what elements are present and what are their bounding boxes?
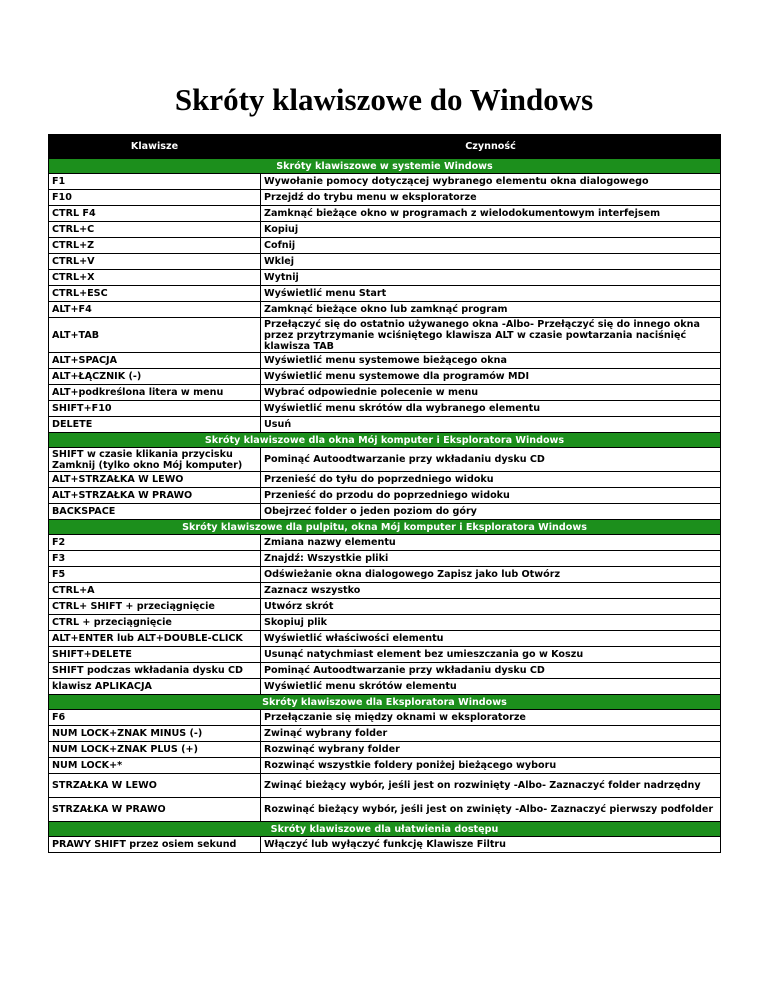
shortcut-action: Zaznacz wszystko: [261, 583, 721, 599]
shortcut-key: klawisz APLIKACJA: [49, 679, 261, 695]
shortcut-key: DELETE: [49, 417, 261, 433]
table-row: [49, 174, 721, 190]
shortcut-action: Wyświetlić menu skrótów dla wybranego elementu: [261, 401, 721, 417]
shortcut-key: CTRL + przeciągnięcie: [49, 615, 261, 631]
shortcut-action: Zwinąć bieżący wybór, jeśli jest on rozwinięty -Albo- Zaznaczyć folder nadrzędny: [261, 774, 721, 798]
table-row: [49, 504, 721, 520]
table-row: [49, 488, 721, 504]
section-title: Skróty klawiszowe dla pulpitu, okna Mój komputer i Eksploratora Windows: [49, 520, 721, 535]
section-header-row: [49, 159, 721, 174]
table-row: [49, 270, 721, 286]
table-row: [49, 583, 721, 599]
table-row: [49, 798, 721, 822]
section-header-row: [49, 433, 721, 448]
table-row: [49, 615, 721, 631]
shortcut-action: Rozwinąć wszystkie foldery poniżej bieżącego wyboru: [261, 758, 721, 774]
table-row: [49, 535, 721, 551]
shortcut-key: F5: [49, 567, 261, 583]
shortcut-action: Przenieść do tyłu do poprzedniego widoku: [261, 472, 721, 488]
shortcut-action: Obejrzeć folder o jeden poziom do góry: [261, 504, 721, 520]
shortcut-action: Utwórz skrót: [261, 599, 721, 615]
table-row: [49, 238, 721, 254]
table-row: [49, 647, 721, 663]
shortcut-key: F2: [49, 535, 261, 551]
shortcut-key: NUM LOCK+ZNAK PLUS (+): [49, 742, 261, 758]
shortcut-action: Włączyć lub wyłączyć funkcję Klawisze Filtru: [261, 837, 721, 853]
table-row: [49, 631, 721, 647]
shortcut-key: F1: [49, 174, 261, 190]
shortcut-action: Odświeżanie okna dialogowego Zapisz jako lub Otwórz: [261, 567, 721, 583]
shortcut-action: Wyświetlić menu skrótów elementu: [261, 679, 721, 695]
shortcut-key: F3: [49, 551, 261, 567]
table-row: [49, 710, 721, 726]
shortcut-action: Wytnij: [261, 270, 721, 286]
table-row: [49, 663, 721, 679]
shortcut-action: Zamknąć bieżące okno w programach z wielodokumentowym interfejsem: [261, 206, 721, 222]
shortcut-action: Cofnij: [261, 238, 721, 254]
table-row: [49, 448, 721, 472]
page-title: Skróty klawiszowe do Windows: [174, 82, 594, 117]
shortcut-key: STRZAŁKA W PRAWO: [49, 798, 261, 822]
shortcut-key: F10: [49, 190, 261, 206]
header-keys: Klawisze: [49, 135, 261, 159]
table-row: [49, 758, 721, 774]
shortcut-key: ALT+STRZAŁKA W PRAWO: [49, 488, 261, 504]
shortcut-action: Przenieść do przodu do poprzedniego widoku: [261, 488, 721, 504]
shortcut-action: Usuń: [261, 417, 721, 433]
shortcuts-table: [48, 134, 721, 853]
shortcut-action: Usunąć natychmiast element bez umieszczania go w Koszu: [261, 647, 721, 663]
shortcut-action: Wyświetlić menu systemowe dla programów MDI: [261, 369, 721, 385]
shortcut-action: Skopiuj plik: [261, 615, 721, 631]
shortcut-key: CTRL+Z: [49, 238, 261, 254]
table-row: [49, 417, 721, 433]
section-header-row: [49, 520, 721, 535]
shortcut-key: ALT+SPACJA: [49, 353, 261, 369]
shortcut-key: BACKSPACE: [49, 504, 261, 520]
shortcut-key: CTRL+V: [49, 254, 261, 270]
shortcut-action: Zwinąć wybrany folder: [261, 726, 721, 742]
table-row: [49, 837, 721, 853]
shortcut-key: CTRL+C: [49, 222, 261, 238]
table-row: [49, 472, 721, 488]
table-row: [49, 318, 721, 353]
shortcut-action: Przejdź do trybu menu w eksploratorze: [261, 190, 721, 206]
table-row: [49, 726, 721, 742]
shortcut-action: Wybrać odpowiednie polecenie w menu: [261, 385, 721, 401]
shortcut-key: PRAWY SHIFT przez osiem sekund: [49, 837, 261, 853]
shortcut-action: Wyświetlić menu Start: [261, 286, 721, 302]
table-row: [49, 385, 721, 401]
shortcut-action: Kopiuj: [261, 222, 721, 238]
table-row: [49, 302, 721, 318]
table-row: [49, 206, 721, 222]
shortcut-action: Wklej: [261, 254, 721, 270]
shortcut-action: Wywołanie pomocy dotyczącej wybranego elementu okna dialogowego: [261, 174, 721, 190]
shortcut-action: Rozwinąć bieżący wybór, jeśli jest on zwinięty -Albo- Zaznaczyć pierwszy podfolder: [261, 798, 721, 822]
shortcut-key: NUM LOCK+*: [49, 758, 261, 774]
shortcut-action: Zmiana nazwy elementu: [261, 535, 721, 551]
shortcut-action: Przełączyć się do ostatnio używanego okna -Albo- Przełączyć się do innego okna przez przytrzymanie wciśniętego klawisza ALT w czasie powtarzania naciśnięć klawisza TAB: [261, 318, 721, 353]
table-row: [49, 774, 721, 798]
section-header-row: [49, 822, 721, 837]
shortcut-key: NUM LOCK+ZNAK MINUS (-): [49, 726, 261, 742]
table-row: [49, 353, 721, 369]
table-row: [49, 742, 721, 758]
shortcut-action: Zamknąć bieżące okno lub zamknąć program: [261, 302, 721, 318]
table-row: [49, 567, 721, 583]
shortcut-key: SHIFT+F10: [49, 401, 261, 417]
section-title: Skróty klawiszowe dla ułatwienia dostępu: [49, 822, 721, 837]
shortcut-action: Wyświetlić menu systemowe bieżącego okna: [261, 353, 721, 369]
shortcut-key: SHIFT+DELETE: [49, 647, 261, 663]
table-row: [49, 551, 721, 567]
shortcuts-table-body: [49, 135, 721, 853]
shortcut-action: Wyświetlić właściwości elementu: [261, 631, 721, 647]
shortcut-key: ALT+F4: [49, 302, 261, 318]
shortcut-action: Przełączanie się między oknami w eksploratorze: [261, 710, 721, 726]
shortcut-key: SHIFT w czasie klikania przycisku Zamknij (tylko okno Mój komputer): [49, 448, 261, 472]
shortcut-action: Znajdź: Wszystkie pliki: [261, 551, 721, 567]
header-action: Czynność: [261, 135, 721, 159]
shortcut-key: SHIFT podczas wkładania dysku CD: [49, 663, 261, 679]
shortcut-action: Pominąć Autoodtwarzanie przy wkładaniu dysku CD: [261, 663, 721, 679]
shortcut-key: ALT+ENTER lub ALT+DOUBLE-CLICK: [49, 631, 261, 647]
shortcut-key: ALT+TAB: [49, 318, 261, 353]
table-row: [49, 599, 721, 615]
shortcut-key: F6: [49, 710, 261, 726]
shortcut-key: CTRL+ESC: [49, 286, 261, 302]
section-title: Skróty klawiszowe w systemie Windows: [49, 159, 721, 174]
section-title: Skróty klawiszowe dla Eksploratora Windows: [49, 695, 721, 710]
shortcut-key: ALT+ŁĄCZNIK (-): [49, 369, 261, 385]
shortcut-key: CTRL+X: [49, 270, 261, 286]
table-row: [49, 254, 721, 270]
section-title: Skróty klawiszowe dla okna Mój komputer i Eksploratora Windows: [49, 433, 721, 448]
table-row: [49, 401, 721, 417]
shortcut-key: STRZAŁKA W LEWO: [49, 774, 261, 798]
table-header-row: [49, 135, 721, 159]
table-row: [49, 679, 721, 695]
shortcut-action: Rozwinąć wybrany folder: [261, 742, 721, 758]
section-header-row: [49, 695, 721, 710]
shortcut-key: ALT+STRZAŁKA W LEWO: [49, 472, 261, 488]
shortcut-key: CTRL F4: [49, 206, 261, 222]
shortcut-key: ALT+podkreślona litera w menu: [49, 385, 261, 401]
shortcut-key: CTRL+A: [49, 583, 261, 599]
table-row: [49, 222, 721, 238]
table-row: [49, 190, 721, 206]
shortcut-key: CTRL+ SHIFT + przeciągnięcie: [49, 599, 261, 615]
table-row: [49, 369, 721, 385]
shortcut-action: Pominąć Autoodtwarzanie przy wkładaniu dysku CD: [261, 448, 721, 472]
table-row: [49, 286, 721, 302]
